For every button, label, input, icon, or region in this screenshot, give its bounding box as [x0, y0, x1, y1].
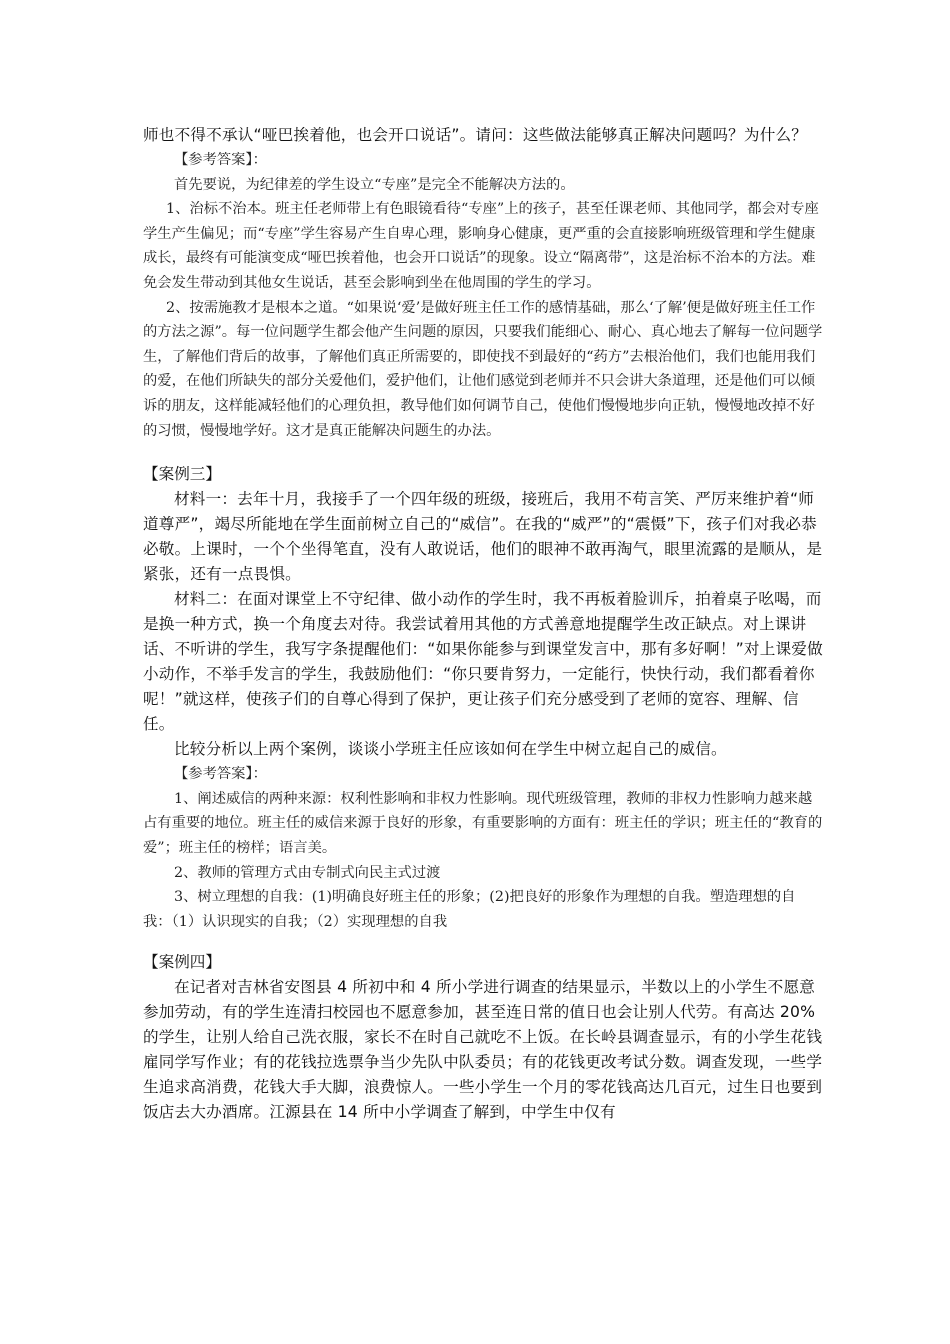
case3-question: 比较分析以上两个案例，谈谈小学班主任应该如何在学生中树立起自己的威信。: [174, 740, 727, 759]
case4-heading: 【案例四】: [143, 953, 221, 972]
intro-paragraph-3: 2、按需施教才是根本之道。“如果说‘爱’是做好班主任工作的感情基础，那么‘了解’便是做好班主任工作的方法之源”。每一位问题学生都会他产生问题的原因，只要我们能细心、耐心、真心地去了解每一位问题学生，了解他们背后的故事，了解他们真正所需要的，即使找不到最好的“药方”去根治他们，我们也能用我们的爱，在他们所缺失的部分关爱他们，爱护他们，让他们感觉到老师并不只会讲大条道理，还是他们可以倾诉的朋友，这样能减轻他们的心理负担，教导他们如何调节自己，使他们慢慢地步向正轨，慢慢地改掉不好的习惯，慢慢地学好。这才是真正能解决问题生的办法。: [143, 299, 823, 439]
case3-answer-label: 【参考答案】：: [174, 766, 267, 783]
intro-paragraph-1: 首先要说，为纪律差的学生设立“专座”是完全不能解决方法的。: [174, 176, 575, 193]
case3-answer-1: 1、阐述威信的两种来源：权利性影响和非权力性影响。现代班级管理，教师的非权力性影响力越来越占有重要的地位。班主任的威信来源于良好的形象，有重要影响的方面有：班主任的学识；班主任的“教育的爱”；班主任的榜样；语言美。: [143, 790, 823, 856]
case4-paragraph-1: 在记者对吉林省安图县 4 所初中和 4 所小学进行调查的结果显示，半数以上的小学生不愿意参加劳动，有的学生连清扫校园也不愿意参加，甚至连日常的值日也会让别人代劳。有高达 20%的学生，让别人给自己洗衣服，家长不在时自己就吃不上饭。在长岭县调查显示，有的小学生花钱雇同学写作业；有的花钱拉选票争当少先队中队委员；有的花钱更改考试分数。调查发现，一些学生追求高消费，花钱大手大脚，浪费惊人。一些小学生一个月的零花钱高达几百元，过生日也要到饭店去大办酒席。江源县在 14 所中小学调查了解到，中学生中仅有: [143, 978, 823, 1122]
case3-answer-3: 3、树立理想的自我：(1)明确良好班主任的形象；(2)把良好的形象作为理想的自我。塑造理想的自我：（1）认识现实的自我；（2）实现理想的自我: [143, 889, 796, 930]
case3-material-1: 材料一：去年十月，我接手了一个四年级的班级，接班后，我用不苟言笑、严厉来维护着“师道尊严”，竭尽所能地在学生面前树立自己的“威信”。在我的“威严”的“震慑”下，孩子们对我必恭必敬。上课时，一个个坐得笔直，没有人敢说话，他们的眼神不敢再淘气，眼里流露的是顺从，是紧张，还有一点畏惧。: [143, 490, 823, 584]
section-spacer: [143, 934, 823, 950]
case3-answer-2: 2、教师的管理方式由专制式向民主式过渡: [174, 864, 441, 881]
case3-heading: 【案例三】: [143, 465, 221, 484]
intro-question: 师也不得不承认“哑巴挨着他，也会开口说话”。请问：这些做法能够真正解决问题吗？为什么？: [143, 126, 808, 144]
document-page: [143, 123, 823, 1125]
case3-material-2: 材料二：在面对课堂上不守纪律、做小动作的学生时，我不再板着脸训斥，拍着桌子吆喝，而是换一种方式，换一个角度去对待。我尝试着用其他的方式善意地提醒学生改正缺点。对上课讲话、不听讲的学生，我写字条提醒他们：“如果你能参与到课堂发言中，那有多好啊！”对上课爱做小动作，不举手发言的学生，我鼓励他们：“你只要肯努力，一定能行，快快行动，我们都看着你呢！”就这样，使孩子们的自尊心得到了保护，更让孩子们充分感受到了老师的宽容、理解、信任。: [143, 590, 823, 734]
intro-answer-label: 【参考答案】：: [174, 152, 267, 168]
section-spacer: [143, 443, 823, 462]
intro-paragraph-2: 1、治标不治本。班主任老师带上有色眼镜看待“专座”上的孩子，甚至任课老师、其他同学，都会对专座学生产生偏见；而“专座”学生容易产生自卑心理，影响身心健康，更严重的会直接影响班级管理和学生健康成长，最终有可能演变成“哑巴挨着他，也会开口说话”的现象。设立“隔离带”，这是治标不治本的方法。难免会发生带动到其他女生说话，甚至会影响到坐在他周围的学生的学习。: [143, 201, 819, 291]
